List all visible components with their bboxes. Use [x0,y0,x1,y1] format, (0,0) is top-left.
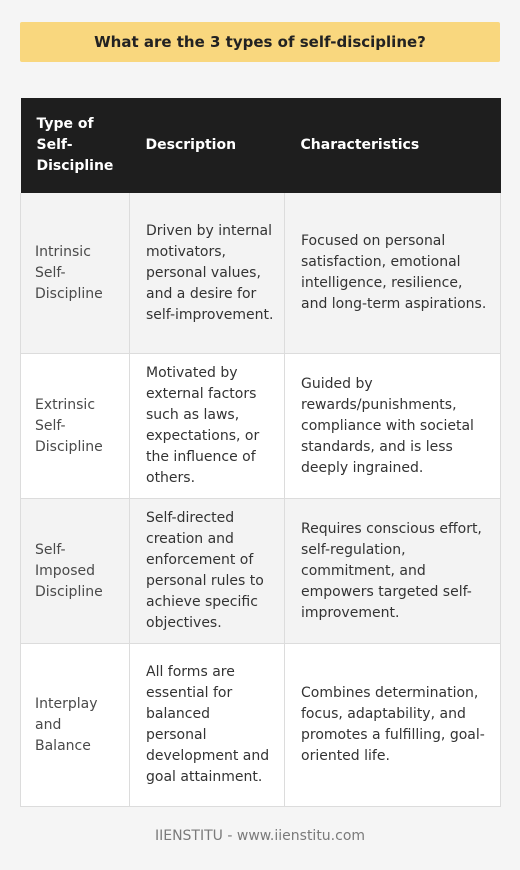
title-banner [20,22,500,62]
cell-characteristics: Guided by rewards/punishments, compliance with societal standards, and is less deeply ingrained. [285,354,501,499]
cell-description: Motivated by external factors such as laws, expectations, or the influence of others. [130,354,285,499]
header-type: Type of Self-Discipline [36,116,114,174]
cell-characteristics: Combines determination, focus, adaptability, and promotes a fulfilling, goal-oriented life. [285,644,501,807]
table-row [21,499,501,644]
header-characteristics: Characteristics [300,137,420,153]
self-discipline-table [20,98,501,807]
table-row [21,644,501,807]
cell-description: All forms are essential for balanced personal development and goal attainment. [130,644,285,807]
cell-description: Self-directed creation and enforcement of personal rules to achieve specific objectives. [130,499,285,644]
cell-characteristics: Focused on personal satisfaction, emotional intelligence, resilience, and long-term aspirations. [285,193,501,354]
cell-type: Interplay and Balance [21,644,130,807]
header-description: Description [145,137,237,153]
table-row [21,193,501,354]
table-header-row [21,98,501,193]
cell-type: Extrinsic Self-Discipline [21,354,130,499]
page-title: What are the 3 types of self-discipline? [94,33,426,51]
cell-characteristics: Requires conscious effort, self-regulation, commitment, and empowers targeted self-improvement. [285,499,501,644]
cell-description: Driven by internal motivators, personal values, and a desire for self-improvement. [130,193,285,354]
footer-credit: IIENSTITU - www.iienstitu.com [154,828,366,844]
cell-type: Self-Imposed Discipline [21,499,130,644]
cell-type: Intrinsic Self-Discipline [21,193,130,354]
table-row [21,354,501,499]
